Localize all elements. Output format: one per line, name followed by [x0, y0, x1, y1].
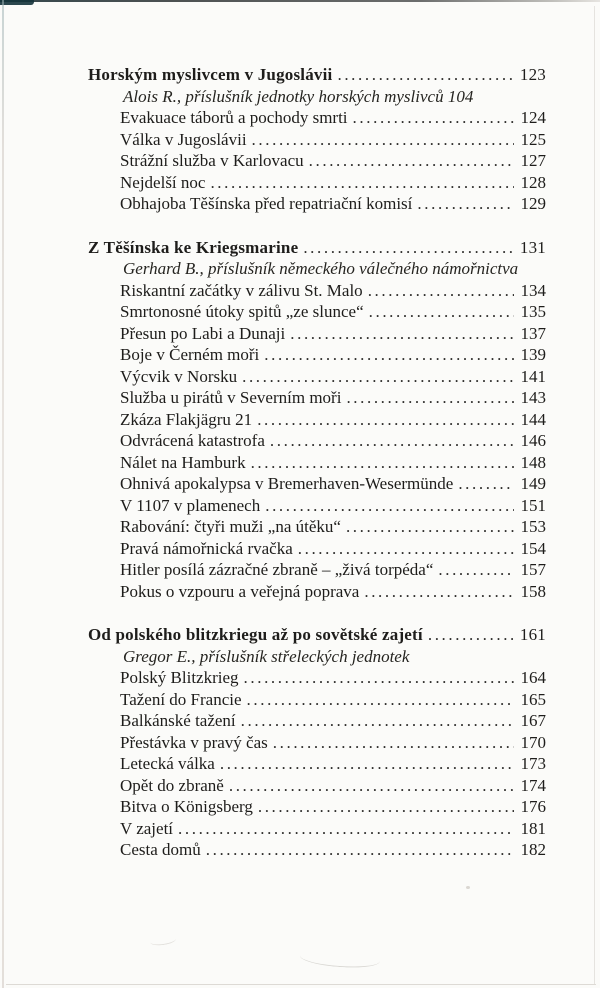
toc-entry-row — [88, 409, 546, 431]
dot-leader — [303, 237, 513, 259]
entry-page-number: 127 — [520, 151, 546, 170]
dot-leader — [309, 150, 514, 172]
entry-title: Nálet na Hamburk — [120, 452, 246, 472]
toc-section-subtitle-row — [88, 86, 546, 108]
toc-entry-row — [88, 280, 546, 302]
entry-title: V 1107 v plamenech — [120, 495, 261, 515]
entry-page-number: 134 — [520, 280, 546, 300]
dot-leader — [417, 193, 513, 215]
dot-leader — [242, 366, 513, 388]
dot-leader — [337, 64, 512, 86]
entry-title: Bitva o Königsberg — [120, 797, 253, 816]
toc-entry-row — [88, 667, 546, 689]
toc-section — [88, 64, 546, 215]
entry-title: Balkánské tažení — [120, 711, 236, 730]
scan-edge-left — [2, 0, 4, 988]
section-page-number: 161 — [519, 625, 546, 644]
entry-title: Přesun po Labi a Dunaji — [120, 323, 286, 343]
scan-smudge — [150, 934, 177, 947]
toc-entry-row — [88, 689, 546, 711]
entry-page-number: 144 — [520, 409, 546, 429]
scan-edge-bottom — [6, 984, 596, 985]
toc-section-entries — [88, 107, 546, 215]
toc-entry-row — [88, 387, 546, 409]
dot-leader — [229, 775, 514, 797]
table-of-contents — [88, 64, 546, 861]
toc-section-entries — [88, 280, 546, 603]
toc-section-heading-row — [88, 624, 546, 646]
toc-entry-row — [88, 366, 546, 388]
toc-entry-row — [88, 516, 546, 538]
toc-entry-row — [88, 818, 546, 840]
section-subtitle: Alois R., příslušník jednotky horských myslivců 104 — [123, 86, 474, 106]
section-title: Z Těšínska ke Kriegsmarine — [88, 237, 299, 257]
entry-page-number: 148 — [520, 452, 546, 472]
entry-page-number: 143 — [520, 388, 546, 407]
entry-page-number: 153 — [520, 517, 546, 536]
entry-page-number: 124 — [520, 108, 546, 127]
entry-title: Odvrácená katastrofa — [120, 431, 265, 450]
entry-title: Letecká válka — [120, 754, 215, 773]
toc-entry-row — [88, 193, 546, 215]
entry-title: Zkáza Flakjägru 21 — [120, 409, 253, 429]
dot-leader — [364, 581, 513, 603]
toc-section-heading-row — [88, 64, 546, 86]
entry-page-number: 165 — [520, 689, 546, 709]
toc-entry-row — [88, 753, 546, 775]
entry-title: V zajetí — [120, 818, 174, 838]
entry-page-number: 170 — [520, 732, 546, 752]
entry-title: Smrtonosné útoky spitů „ze slunce“ — [120, 302, 364, 321]
entry-page-number: 158 — [520, 581, 546, 601]
section-title: Horským myslivcem v Jugoslávii — [88, 65, 333, 84]
dot-leader — [252, 129, 514, 151]
toc-entry-row — [88, 775, 546, 797]
toc-entry-row — [88, 323, 546, 345]
toc-entry-row — [88, 796, 546, 818]
dot-leader — [298, 538, 514, 560]
toc-section — [88, 237, 546, 603]
toc-entry-row — [88, 495, 546, 517]
toc-entry-row — [88, 129, 546, 151]
toc-entry-row — [88, 538, 546, 560]
dot-leader — [244, 667, 514, 689]
entry-title: Ohnivá apokalypsa v Bremerhaven-Wesermünde — [120, 474, 454, 493]
entry-page-number: 176 — [520, 797, 546, 816]
section-page-number: 123 — [519, 65, 546, 84]
entry-title: Strážní služba v Karlovacu — [120, 151, 304, 170]
entry-page-number: 181 — [520, 818, 546, 838]
dot-leader — [438, 559, 513, 581]
toc-section-entries — [88, 667, 546, 861]
entry-title: Evakuace táborů a pochody smrti — [120, 108, 348, 127]
scan-edge-right — [594, 6, 595, 984]
entry-page-number: 157 — [520, 560, 546, 579]
entry-title: Pravá námořnická rvačka — [120, 538, 293, 558]
toc-entry-row — [88, 581, 546, 603]
dot-leader — [257, 409, 513, 431]
dot-leader — [247, 689, 514, 711]
toc-entry-row — [88, 452, 546, 474]
dot-leader — [368, 280, 514, 302]
toc-entry-row — [88, 839, 546, 861]
entry-title: Válka v Jugoslávii — [120, 129, 247, 149]
dot-leader — [346, 516, 514, 538]
entry-title: Výcvik v Norsku — [120, 366, 238, 386]
entry-page-number: 164 — [520, 668, 546, 687]
section-subtitle: Gerhard B., příslušník německého válečného námořnictva — [123, 259, 519, 278]
entry-page-number: 174 — [520, 775, 546, 795]
entry-title: Služba u pirátů v Severním moři — [120, 388, 342, 407]
entry-page-number: 167 — [520, 711, 546, 730]
dot-leader — [353, 107, 514, 129]
entry-title: Nejdelší noc — [120, 172, 206, 192]
entry-title: Cesta domů — [120, 840, 201, 859]
entry-page-number: 173 — [520, 754, 546, 773]
dot-leader — [270, 430, 514, 452]
dot-leader — [210, 172, 513, 194]
toc-entry-row — [88, 107, 546, 129]
toc-section — [88, 624, 546, 861]
dot-leader — [178, 818, 513, 840]
entry-page-number: 128 — [520, 172, 546, 192]
entry-page-number: 129 — [520, 194, 546, 213]
toc-entry-row — [88, 344, 546, 366]
dot-leader — [458, 473, 513, 495]
dot-leader — [241, 710, 514, 732]
scan-edge-top — [0, 0, 600, 2]
dot-leader — [346, 387, 513, 409]
toc-section-subtitle-row — [88, 646, 546, 668]
entry-title: Rabování: čtyři muži „na útěku“ — [120, 517, 341, 536]
entry-title: Tažení do Francie — [120, 689, 242, 709]
section-page-number: 131 — [519, 237, 546, 257]
entry-title: Hitler posílá zázračné zbraně – „živá torpéda“ — [120, 560, 434, 579]
toc-entry-row — [88, 172, 546, 194]
toc-section-subtitle-row — [88, 258, 546, 280]
entry-page-number: 154 — [520, 538, 546, 558]
dot-leader — [428, 624, 513, 646]
dot-leader — [290, 323, 513, 345]
toc-entry-row — [88, 710, 546, 732]
entry-page-number: 182 — [520, 840, 546, 859]
scan-smudge — [300, 947, 381, 970]
entry-title: Riskantní začátky v zálivu St. Malo — [120, 280, 363, 300]
entry-title: Přestávka v pravý čas — [120, 732, 268, 752]
section-title: Od polského blitzkriegu až po sovětské zajetí — [88, 625, 423, 644]
entry-title: Polský Blitzkrieg — [120, 668, 239, 687]
entry-page-number: 137 — [520, 323, 546, 343]
entry-page-number: 151 — [520, 495, 546, 515]
toc-entry-row — [88, 559, 546, 581]
dot-leader — [265, 495, 513, 517]
entry-page-number: 125 — [520, 129, 546, 149]
toc-entry-row — [88, 473, 546, 495]
dot-leader — [264, 344, 513, 366]
toc-entry-row — [88, 430, 546, 452]
toc-entry-row — [88, 150, 546, 172]
entry-page-number: 146 — [520, 431, 546, 450]
dot-leader — [220, 753, 514, 775]
toc-section-heading-row — [88, 237, 546, 259]
entry-title: Opět do zbraně — [120, 775, 224, 795]
dot-leader — [273, 732, 514, 754]
toc-entry-row — [88, 301, 546, 323]
scan-corner-mark — [0, 0, 34, 5]
section-subtitle: Gregor E., příslušník střeleckých jednotek — [123, 646, 410, 666]
entry-page-number: 135 — [520, 302, 546, 321]
scan-speck — [466, 886, 470, 889]
toc-entry-row — [88, 732, 546, 754]
entry-title: Boje v Černém moři — [120, 345, 260, 364]
entry-title: Obhajoba Těšínska před repatriační komisí — [120, 194, 413, 213]
dot-leader — [369, 301, 514, 323]
entry-page-number: 139 — [520, 345, 546, 364]
entry-title: Pokus o vzpouru a veřejná poprava — [120, 581, 360, 601]
entry-page-number: 149 — [520, 474, 546, 493]
dot-leader — [251, 452, 514, 474]
dot-leader — [206, 839, 514, 861]
entry-page-number: 141 — [520, 366, 546, 386]
dot-leader — [258, 796, 514, 818]
